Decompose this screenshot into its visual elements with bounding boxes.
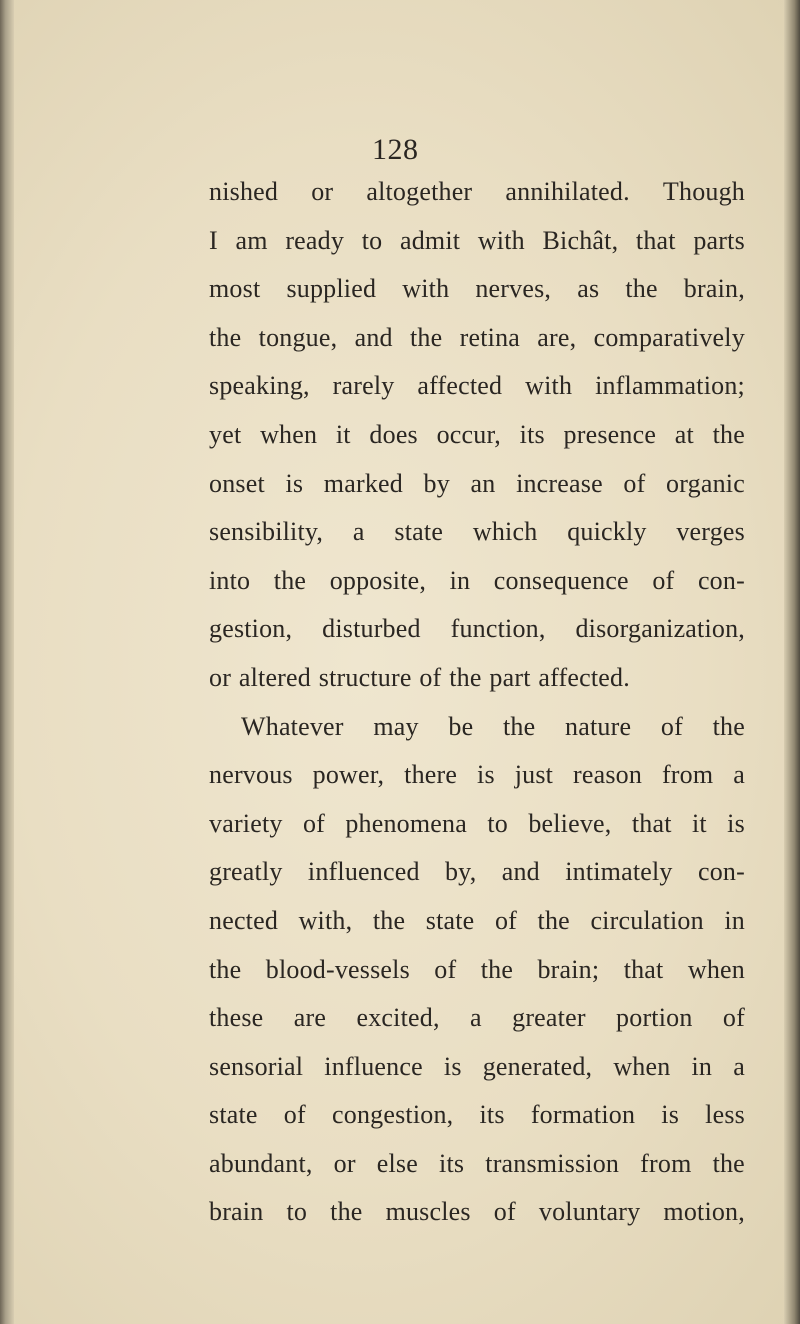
word: variety [209,808,283,838]
word: occur, [436,419,501,449]
word: to [361,225,383,255]
word: the [712,419,745,449]
word: intimately [565,857,673,887]
word: greatly [209,857,283,887]
text-line [209,897,745,946]
word: it [691,808,707,838]
word: of [283,1100,306,1130]
word: retina [459,322,521,352]
word: ready [285,225,345,255]
word: nected [209,905,279,935]
text-line [209,1043,745,1092]
word: parts [693,225,745,255]
word: its [519,419,545,449]
word: motion, [663,1197,745,1227]
word: as [577,274,600,304]
word: consequence [493,565,629,595]
word: the [503,711,536,741]
text-line [209,994,745,1043]
word: phenomena [345,808,467,838]
word: in [724,905,745,935]
word: abundant, [209,1148,313,1178]
word: by [423,468,450,498]
word: from [661,760,714,790]
word: nished [209,177,279,206]
word: or [311,177,334,206]
word: the [449,662,482,692]
word: of [302,808,325,838]
word: structure [318,662,412,692]
word: the [712,1148,745,1178]
word: marked [323,468,403,498]
word: or [333,1148,356,1178]
word: admit [399,225,461,255]
word: an [470,468,496,498]
word: onset [209,468,265,498]
word: a [352,517,365,547]
word: and [501,857,540,887]
word: when [687,954,745,984]
word: into [209,565,251,595]
word: sensorial [209,1051,304,1081]
word: circulation [590,905,704,935]
text-line [209,265,745,314]
word: from [640,1148,692,1178]
word: Bichât, [542,225,619,255]
word: state [425,905,475,935]
word: blood-vessels [265,954,410,984]
word: of [722,1003,745,1033]
word: opposite, [329,565,427,595]
word: reason [572,760,643,790]
word: state [209,1100,258,1130]
word: increase [516,468,603,498]
word: greater [512,1003,586,1033]
word: altogether [366,177,473,206]
word: influenced [307,857,420,887]
text-line [209,168,745,217]
word: of [652,565,675,595]
word: portion [616,1003,693,1033]
word: affected [417,371,503,401]
text-line [209,508,745,557]
word: are, [537,322,577,352]
word: is [443,1051,462,1081]
word: gestion, [209,614,293,644]
word: to [286,1197,308,1227]
text-line [209,362,745,411]
word: the [273,565,307,595]
word: or [209,662,232,692]
text-line [209,1188,745,1237]
word: con- [697,857,745,887]
word: power, [312,760,385,790]
word: less [705,1100,745,1130]
word: with, [298,905,353,935]
word: affected. [538,662,630,692]
word: in [691,1051,713,1081]
word: of [494,905,517,935]
word: presence [563,419,657,449]
word: excited, [356,1003,440,1033]
word: influence [324,1051,423,1081]
word: the [537,905,570,935]
word: with [402,274,450,304]
word: of [623,468,646,498]
word: by, [444,857,477,887]
word: a [470,1003,482,1033]
page-left-edge [0,0,14,1324]
text-line [209,654,745,703]
word: with [477,225,525,255]
word: the [480,954,514,984]
word: of [493,1197,516,1227]
text-line [209,848,745,897]
word: believe, [528,808,612,838]
word: a [733,1051,745,1081]
word: may [373,711,419,741]
word: most [209,274,261,304]
word: verges [676,517,745,547]
word: and [354,322,393,352]
word: the [625,274,658,304]
word: formation [530,1100,636,1130]
word: speaking, [209,371,310,401]
word: altered [238,662,311,692]
word: brain [209,1197,264,1227]
word: comparatively [593,322,745,352]
word: of [419,662,442,692]
word: which [472,517,538,547]
word: of [660,711,683,741]
word: that [635,225,676,255]
word: supplied [286,274,377,304]
word: is [661,1100,680,1130]
word: of [434,954,457,984]
word: organic [666,468,745,498]
word: else [376,1148,418,1178]
text-line [209,946,745,995]
word: Though [662,177,745,206]
word: quickly [567,517,647,547]
word: that [631,808,672,838]
word: at [674,419,694,449]
word: disorganization, [575,614,745,644]
word: the [372,905,406,935]
text-line [209,314,745,363]
word: inflammation; [595,371,745,401]
text-line [209,751,745,800]
word: I [209,225,218,255]
word: transmission [485,1148,620,1178]
word: part [489,662,531,692]
word: a [733,760,745,790]
word: is [727,808,745,838]
page-right-edge [784,0,800,1324]
word: nervous [209,760,293,790]
word: the [209,954,242,984]
word: its [439,1148,465,1178]
body-text [209,168,745,1237]
text-line [209,557,745,606]
word: is [285,468,304,498]
word: is [477,760,495,790]
word: yet [209,419,242,449]
word: with [525,371,573,401]
page-number: 128 [372,133,419,166]
text-line-paragraph-start [209,703,745,752]
word: the [209,322,242,352]
word: function, [450,614,546,644]
word: muscles [385,1197,471,1227]
text-line [209,1140,745,1189]
word: are [293,1003,327,1033]
word: that [623,954,664,984]
word: disturbed [322,614,421,644]
word: state [394,517,444,547]
word: generated, [482,1051,593,1081]
word: just [514,760,554,790]
text-line [209,411,745,460]
word: when [260,419,318,449]
word: does [369,419,418,449]
word: these [209,1003,264,1033]
word: be [448,711,474,741]
word: when [613,1051,671,1081]
text-line [209,460,745,509]
word: the [712,711,745,741]
text-line [209,605,745,654]
word: am [235,225,268,255]
text-line [209,217,745,266]
text-line [209,1091,745,1140]
word: rarely [332,371,395,401]
word: brain, [683,274,745,304]
word: in [449,565,471,595]
word: there [404,760,458,790]
word: the [330,1197,363,1227]
word: con- [697,565,745,595]
word: Whatever [241,711,344,741]
word: sensibility, [209,517,324,547]
word: nature [565,711,632,741]
text-line [209,800,745,849]
word: tongue, [258,322,338,352]
word: voluntary [538,1197,641,1227]
word: to [487,808,508,838]
word: brain; [537,954,600,984]
word: annihilated. [505,177,630,206]
word: congestion, [332,1100,454,1130]
word: it [335,419,351,449]
word: its [479,1100,505,1130]
word: the [409,322,443,352]
word: nerves, [475,274,552,304]
